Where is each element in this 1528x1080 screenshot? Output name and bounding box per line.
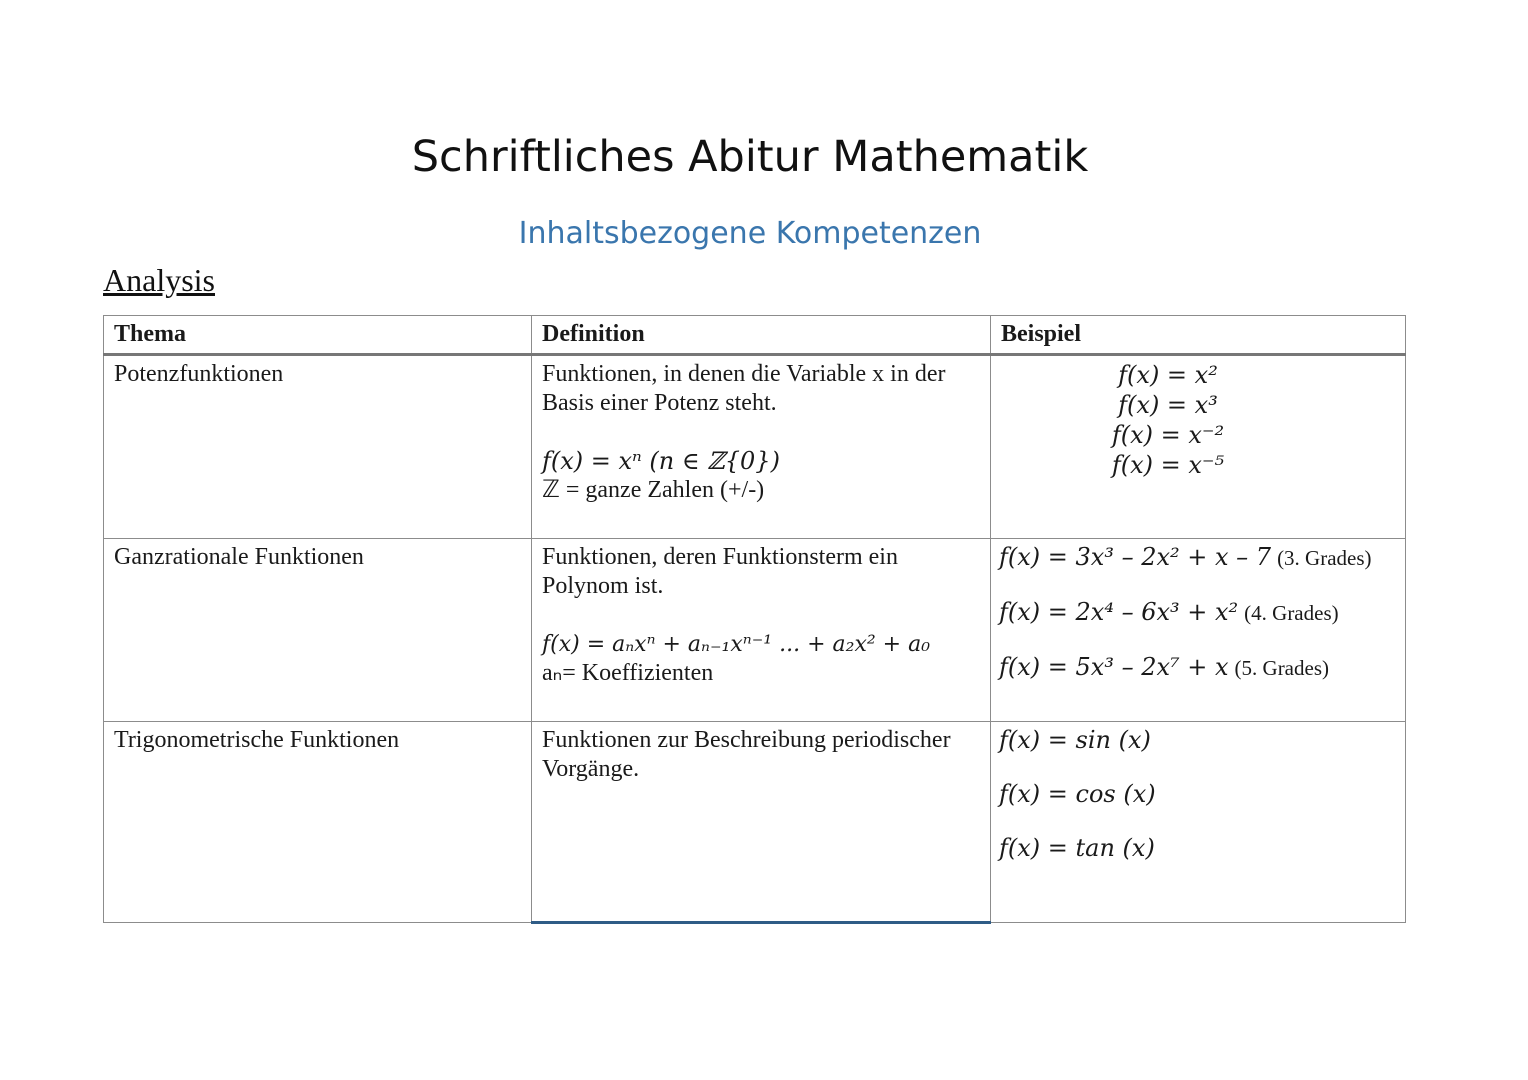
definition-note: aₙ= Koeffizienten	[542, 660, 714, 686]
example-formula: f(x) = tan (x)	[999, 834, 1155, 862]
example-note: (5. Grades)	[1234, 656, 1329, 680]
cell-beispiel	[991, 355, 1406, 539]
definition-text: Funktionen, in denen die Variable x in der Basis einer Potenz steht.	[542, 361, 946, 416]
example-formula: f(x) = 5x³ – 2x⁷ + x	[999, 653, 1229, 681]
example-formula: f(x) = x³	[1118, 391, 1218, 419]
example-formula: f(x) = 3x³ – 2x² + x – 7	[999, 543, 1272, 571]
document-subtitle: Inhaltsbezogene Kompetenzen	[518, 216, 982, 251]
cell-definition	[532, 539, 991, 722]
example-formula: f(x) = cos (x)	[999, 780, 1156, 808]
table-header-row	[104, 316, 1406, 355]
section-heading: Analysis	[103, 262, 215, 298]
example-formula: f(x) = x²	[1118, 361, 1218, 389]
example-formula: f(x) = x⁻²	[1111, 421, 1225, 449]
cell-definition	[532, 355, 991, 539]
table-row	[104, 539, 1406, 722]
definition-note: ℤ = ganze Zahlen (+/-)	[542, 477, 765, 503]
cell-thema: Ganzrationale Funktionen	[104, 539, 532, 722]
table-row	[104, 722, 1406, 923]
column-header-beispiel: Beispiel	[991, 316, 1406, 355]
example-note: (4. Grades)	[1244, 601, 1339, 625]
column-header-thema: Thema	[104, 316, 532, 355]
cell-beispiel	[991, 722, 1406, 923]
cell-thema: Potenzfunktionen	[104, 355, 532, 539]
definition-text: Funktionen, deren Funktionsterm ein Polynom ist.	[542, 544, 898, 599]
example-formula: f(x) = x⁻⁵	[1111, 451, 1225, 479]
example-formula: f(x) = sin (x)	[999, 726, 1151, 754]
definition-formula: f(x) = aₙxⁿ + aₙ₋₁xⁿ⁻¹ ... + a₂x² + a₀	[542, 632, 931, 657]
example-note: (3. Grades)	[1277, 546, 1372, 570]
example-line	[999, 653, 1395, 683]
definition-text: Funktionen zur Beschreibung periodischer Vorgänge.	[542, 727, 951, 782]
cell-beispiel	[991, 539, 1406, 722]
example-line	[999, 598, 1395, 628]
cell-thema: Trigonometrische Funktionen	[104, 722, 532, 923]
definition-formula: f(x) = xⁿ (n ∈ ℤ{0})	[542, 447, 780, 475]
cell-definition	[532, 722, 991, 923]
column-header-definition: Definition	[532, 316, 991, 355]
competency-table	[103, 315, 1406, 924]
table-row	[104, 355, 1406, 539]
example-formula: f(x) = 2x⁴ – 6x³ + x²	[999, 598, 1239, 626]
document-title: Schriftliches Abitur Mathematik	[411, 132, 1089, 182]
example-line	[999, 543, 1395, 573]
